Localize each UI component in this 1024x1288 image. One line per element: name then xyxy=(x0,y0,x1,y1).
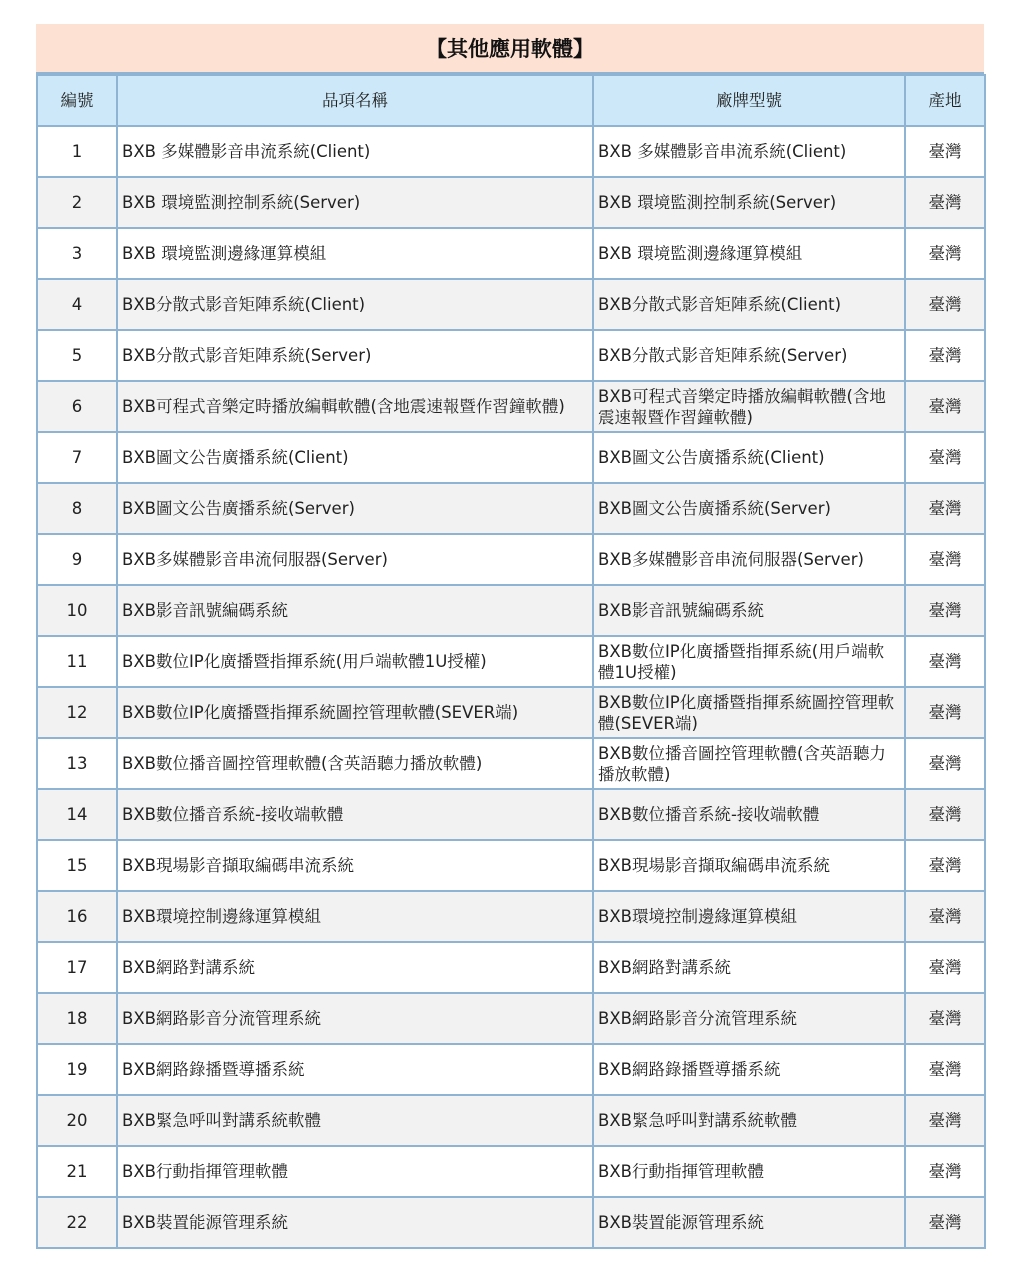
row-origin: 臺灣 xyxy=(905,840,985,891)
row-number: 18 xyxy=(37,993,117,1044)
row-origin: 臺灣 xyxy=(905,789,985,840)
row-brand-model: BXB網路對講系統 xyxy=(593,942,905,993)
header-brand-model: 廠牌型號 xyxy=(593,75,905,126)
row-number: 4 xyxy=(37,279,117,330)
row-origin: 臺灣 xyxy=(905,1197,985,1248)
row-origin: 臺灣 xyxy=(905,993,985,1044)
row-number: 3 xyxy=(37,228,117,279)
table-row xyxy=(37,789,985,840)
row-number: 16 xyxy=(37,891,117,942)
table-row xyxy=(37,228,985,279)
row-brand-model: BXB環境控制邊緣運算模組 xyxy=(593,891,905,942)
row-brand-model: BXB 環境監測控制系統(Server) xyxy=(593,177,905,228)
row-brand-model: BXB數位播音圖控管理軟體(含英語聽力播放軟體) xyxy=(593,738,905,789)
row-number: 20 xyxy=(37,1095,117,1146)
table-row xyxy=(37,1095,985,1146)
row-item-name: BXB網路對講系統 xyxy=(117,942,593,993)
table-row xyxy=(37,381,985,432)
row-origin: 臺灣 xyxy=(905,330,985,381)
row-brand-model: BXB現場影音擷取編碼串流系統 xyxy=(593,840,905,891)
row-number: 21 xyxy=(37,1146,117,1197)
row-item-name: BXB可程式音樂定時播放編輯軟體(含地震速報暨作習鐘軟體) xyxy=(117,381,593,432)
table-row xyxy=(37,738,985,789)
row-item-name: BXB多媒體影音串流伺服器(Server) xyxy=(117,534,593,585)
row-brand-model: BXB網路錄播暨導播系統 xyxy=(593,1044,905,1095)
row-brand-model: BXB分散式影音矩陣系統(Server) xyxy=(593,330,905,381)
table-header-row xyxy=(37,75,985,126)
row-number: 10 xyxy=(37,585,117,636)
row-item-name: BXB數位IP化廣播暨指揮系統(用戶端軟體1U授權) xyxy=(117,636,593,687)
table-row xyxy=(37,585,985,636)
row-number: 17 xyxy=(37,942,117,993)
row-item-name: BXB現場影音擷取編碼串流系統 xyxy=(117,840,593,891)
row-brand-model: BXB行動指揮管理軟體 xyxy=(593,1146,905,1197)
table-row xyxy=(37,534,985,585)
row-number: 12 xyxy=(37,687,117,738)
row-origin: 臺灣 xyxy=(905,687,985,738)
row-item-name: BXB分散式影音矩陣系統(Client) xyxy=(117,279,593,330)
row-number: 14 xyxy=(37,789,117,840)
row-item-name: BXB行動指揮管理軟體 xyxy=(117,1146,593,1197)
table-row xyxy=(37,177,985,228)
row-brand-model: BXB裝置能源管理系統 xyxy=(593,1197,905,1248)
row-item-name: BXB網路影音分流管理系統 xyxy=(117,993,593,1044)
table-row xyxy=(37,483,985,534)
row-brand-model: BXB圖文公告廣播系統(Client) xyxy=(593,432,905,483)
table-row xyxy=(37,1146,985,1197)
row-number: 13 xyxy=(37,738,117,789)
row-number: 11 xyxy=(37,636,117,687)
row-origin: 臺灣 xyxy=(905,585,985,636)
table-row xyxy=(37,993,985,1044)
row-brand-model: BXB 環境監測邊緣運算模組 xyxy=(593,228,905,279)
row-brand-model: BXB 多媒體影音串流系統(Client) xyxy=(593,126,905,177)
row-item-name: BXB影音訊號編碼系統 xyxy=(117,585,593,636)
row-item-name: BXB裝置能源管理系統 xyxy=(117,1197,593,1248)
section-title: 【其他應用軟體】 xyxy=(36,24,984,74)
table-row xyxy=(37,330,985,381)
row-origin: 臺灣 xyxy=(905,126,985,177)
row-item-name: BXB環境控制邊緣運算模組 xyxy=(117,891,593,942)
row-origin: 臺灣 xyxy=(905,1095,985,1146)
row-origin: 臺灣 xyxy=(905,1146,985,1197)
software-table xyxy=(36,74,986,1249)
row-brand-model: BXB網路影音分流管理系統 xyxy=(593,993,905,1044)
table-row xyxy=(37,636,985,687)
header-number: 編號 xyxy=(37,75,117,126)
row-number: 19 xyxy=(37,1044,117,1095)
row-origin: 臺灣 xyxy=(905,738,985,789)
table-row xyxy=(37,432,985,483)
row-brand-model: BXB數位播音系統-接收端軟體 xyxy=(593,789,905,840)
table-body xyxy=(37,126,985,1248)
row-number: 9 xyxy=(37,534,117,585)
table-row xyxy=(37,891,985,942)
row-number: 2 xyxy=(37,177,117,228)
row-origin: 臺灣 xyxy=(905,1044,985,1095)
table-row xyxy=(37,840,985,891)
row-brand-model: BXB可程式音樂定時播放編輯軟體(含地震速報暨作習鐘軟體) xyxy=(593,381,905,432)
row-brand-model: BXB影音訊號編碼系統 xyxy=(593,585,905,636)
row-brand-model: BXB數位IP化廣播暨指揮系統(用戶端軟體1U授權) xyxy=(593,636,905,687)
header-origin: 產地 xyxy=(905,75,985,126)
row-brand-model: BXB數位IP化廣播暨指揮系統圖控管理軟體(SEVER端) xyxy=(593,687,905,738)
row-origin: 臺灣 xyxy=(905,177,985,228)
row-number: 7 xyxy=(37,432,117,483)
row-origin: 臺灣 xyxy=(905,534,985,585)
row-item-name: BXB數位播音圖控管理軟體(含英語聽力播放軟體) xyxy=(117,738,593,789)
row-item-name: BXB 環境監測邊緣運算模組 xyxy=(117,228,593,279)
row-origin: 臺灣 xyxy=(905,636,985,687)
row-origin: 臺灣 xyxy=(905,381,985,432)
row-number: 6 xyxy=(37,381,117,432)
row-brand-model: BXB圖文公告廣播系統(Server) xyxy=(593,483,905,534)
row-origin: 臺灣 xyxy=(905,483,985,534)
row-item-name: BXB數位IP化廣播暨指揮系統圖控管理軟體(SEVER端) xyxy=(117,687,593,738)
row-number: 15 xyxy=(37,840,117,891)
table-row xyxy=(37,1044,985,1095)
table-row xyxy=(37,942,985,993)
row-item-name: BXB網路錄播暨導播系統 xyxy=(117,1044,593,1095)
row-origin: 臺灣 xyxy=(905,432,985,483)
row-item-name: BXB 多媒體影音串流系統(Client) xyxy=(117,126,593,177)
row-brand-model: BXB多媒體影音串流伺服器(Server) xyxy=(593,534,905,585)
row-item-name: BXB 環境監測控制系統(Server) xyxy=(117,177,593,228)
row-number: 1 xyxy=(37,126,117,177)
row-number: 8 xyxy=(37,483,117,534)
table-row xyxy=(37,1197,985,1248)
row-item-name: BXB圖文公告廣播系統(Server) xyxy=(117,483,593,534)
row-item-name: BXB數位播音系統-接收端軟體 xyxy=(117,789,593,840)
row-origin: 臺灣 xyxy=(905,891,985,942)
row-origin: 臺灣 xyxy=(905,942,985,993)
row-item-name: BXB圖文公告廣播系統(Client) xyxy=(117,432,593,483)
row-brand-model: BXB緊急呼叫對講系統軟體 xyxy=(593,1095,905,1146)
table-row xyxy=(37,126,985,177)
table-row xyxy=(37,279,985,330)
row-origin: 臺灣 xyxy=(905,228,985,279)
table-row xyxy=(37,687,985,738)
row-item-name: BXB分散式影音矩陣系統(Server) xyxy=(117,330,593,381)
header-item-name: 品項名稱 xyxy=(117,75,593,126)
row-item-name: BXB緊急呼叫對講系統軟體 xyxy=(117,1095,593,1146)
row-origin: 臺灣 xyxy=(905,279,985,330)
row-number: 5 xyxy=(37,330,117,381)
row-number: 22 xyxy=(37,1197,117,1248)
software-list-sheet xyxy=(36,24,984,1249)
row-brand-model: BXB分散式影音矩陣系統(Client) xyxy=(593,279,905,330)
